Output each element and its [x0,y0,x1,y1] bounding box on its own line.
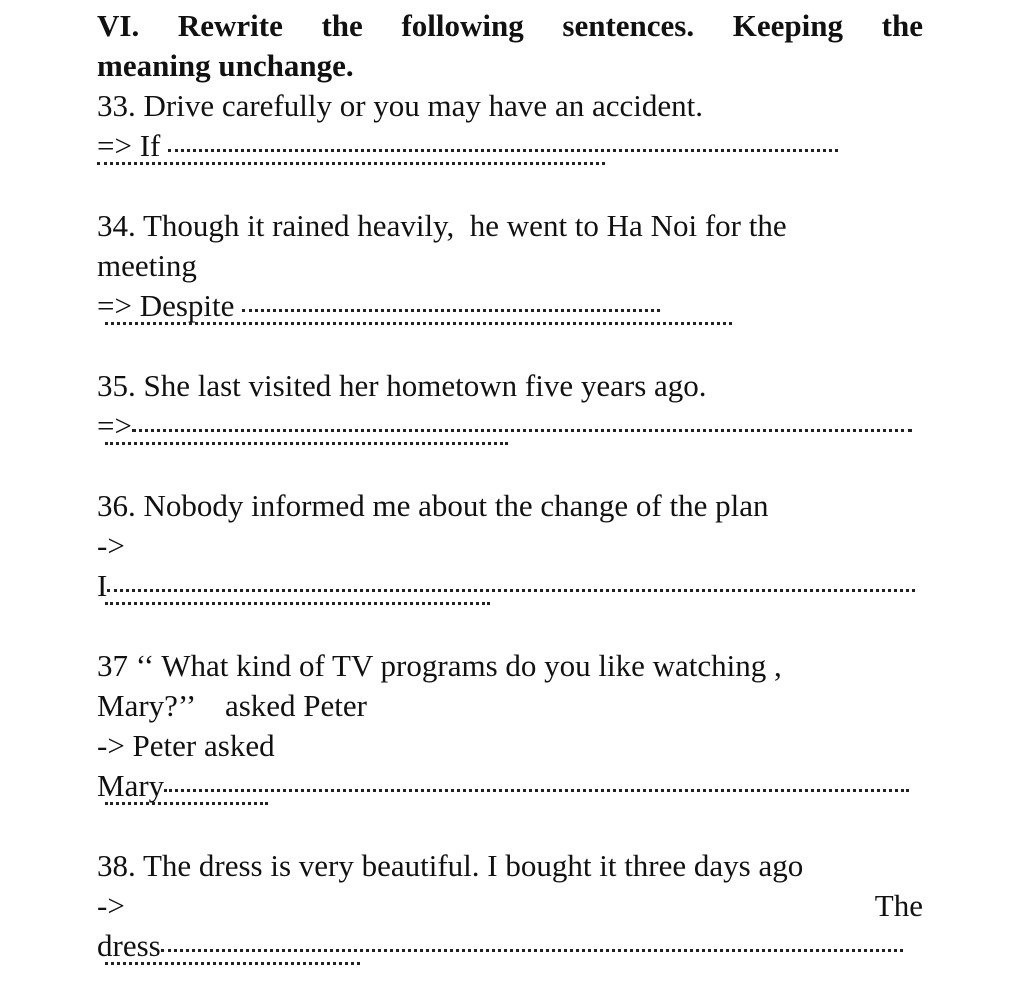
answer-line-35[interactable] [97,406,923,446]
answer-blank[interactable] [132,429,912,432]
answer-blank[interactable] [242,309,660,312]
title-word: the [321,8,363,43]
answer-blank[interactable] [161,949,903,952]
answer-blank[interactable] [105,442,508,445]
answer-prefix: Mary [97,768,165,803]
answer-line-36b[interactable] [97,606,923,646]
question-34-cont: meeting [97,248,197,283]
answer-blank[interactable] [168,149,838,152]
answer-blank[interactable] [105,322,732,325]
answer-line-38[interactable] [97,926,923,966]
question-37-cont: Mary?’’ asked Peter [97,688,367,723]
section-title-cont: meaning unchange. [97,48,354,83]
question-38: 38. The dress is very beautiful. I bought it three days ago [97,848,804,883]
answer-blank[interactable] [97,162,605,165]
question-36: 36. Nobody informed me about the change of the plan [97,488,769,523]
answer-line-38b[interactable] [97,966,923,1006]
answer-prefix: I [97,568,108,603]
title-word: the [881,8,923,43]
answer-blank[interactable] [105,802,268,805]
answer-blank[interactable] [164,789,909,792]
title-word: sentences. [562,8,695,43]
answer-blank[interactable] [105,962,360,965]
section-title [97,6,923,46]
answer-line-35b[interactable] [97,446,923,486]
title-word: following [401,8,524,43]
title-word: Keeping [732,8,843,43]
answer-prefix: dress [97,928,161,963]
title-word: VI. [97,8,140,43]
answer-line-34[interactable] [97,286,923,326]
answer-prefix: => Despite [97,288,243,323]
question-37-prompt: -> Peter asked [97,728,275,763]
answer-line-34b[interactable] [97,326,923,366]
arrow-36: -> [97,528,125,563]
exercise-page [97,6,923,1006]
answer-blank[interactable] [105,602,490,605]
answer-line-33[interactable] [97,126,923,166]
question-34: 34. Though it rained heavily, he went to Ha Noi for the [97,208,787,243]
answer-prefix: => [97,408,132,443]
answer-line-36[interactable] [97,566,923,606]
answer-line-33b[interactable] [97,166,923,206]
answer-line-37[interactable] [97,766,923,806]
arrow-38 [97,886,923,926]
question-35: 35. She last visited her hometown five years ago. [97,368,707,403]
answer-line-37b[interactable] [97,806,923,846]
question-33: 33. Drive carefully or you may have an accident. [97,88,703,123]
answer-blank[interactable] [107,589,915,592]
arrow: -> [97,888,125,923]
question-37: 37 ‘‘ What kind of TV programs do you like watching , [97,648,782,683]
answer-start: The [874,888,923,923]
answer-prefix: => If [97,128,169,163]
title-word: Rewrite [177,8,283,43]
